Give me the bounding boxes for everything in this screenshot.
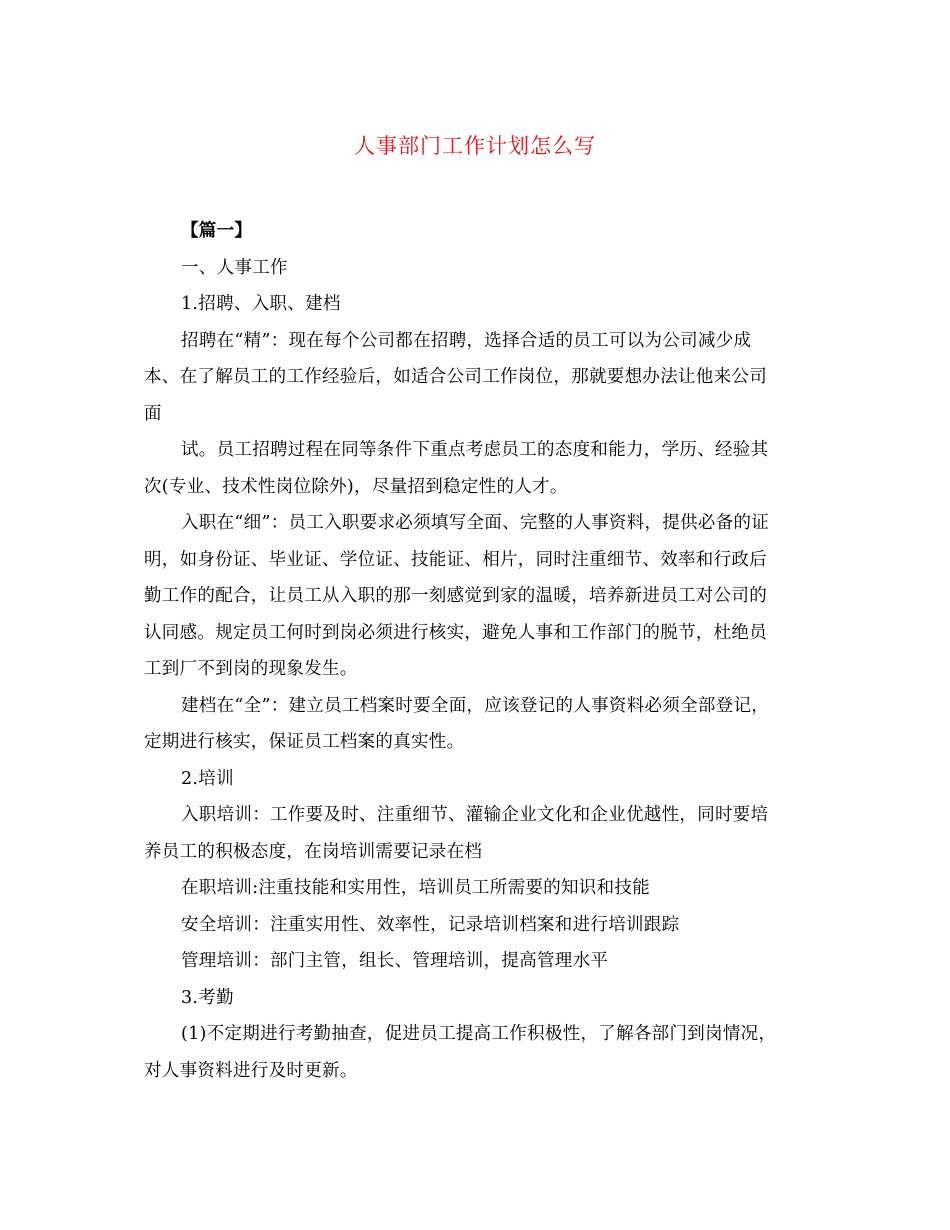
text-line: 管理培训：部门主管，组长、管理培训，提高管理水平 xyxy=(181,951,609,971)
text-line: 入职在“细”：员工入职要求必须填写全面、完整的人事资料，提供必备的证 xyxy=(181,513,770,533)
text-line: 次(专业、技术性岗位除外)，尽量招到稳定性的人才。 xyxy=(144,476,568,497)
text-line: 试。员工招聘过程在同等条件下重点考虑员工的态度和能力，学历、经验其 xyxy=(181,440,769,460)
text-line: 入职培训：工作要及时、注重细节、灌输企业文化和企业优越性，同时要培 xyxy=(181,805,769,825)
text-line: 在职培训:注重技能和实用性，培训员工所需要的知识和技能 xyxy=(181,878,650,898)
text-line: (1)不定期进行考勤抽查，促进员工提高工作积极性，了解各部门到岗情况， xyxy=(181,1024,777,1044)
text-line: 对人事资料进行及时更新。 xyxy=(144,1060,358,1081)
text-line: 勤工作的配合，让员工从入职的那一刻感觉到家的温暖，培养新进员工对公司的 xyxy=(144,586,767,606)
text-line: 养员工的积极态度，在岗培训需要记录在档 xyxy=(144,841,483,862)
text-line: 工到厂不到岗的现象发生。 xyxy=(144,659,358,679)
text-line: 【篇一】 xyxy=(181,221,253,241)
text-line: 认同感。规定员工何时到岗必须进行核实，避免人事和工作部门的脱节，杜绝员 xyxy=(144,622,767,643)
text-line: 招聘在“精”：现在每个公司都在招聘，选择合适的员工可以为公司减少成 xyxy=(181,330,752,351)
text-line: 建档在“全”：建立员工档案时要全面，应该登记的人事资料必须全部登记， xyxy=(181,695,770,716)
text-line: 1.招聘、入职、建档 xyxy=(181,294,341,314)
text-line: 本、在了解员工的工作经验后，如适合公司工作岗位，那就要想办法让他来公司 xyxy=(144,367,767,387)
text-line: 定期进行核实，保证员工档案的真实性。 xyxy=(144,732,465,752)
text-line: 面 xyxy=(144,403,162,424)
text-line: 明，如身份证、毕业证、学位证、技能证、相片，同时注重细节、效率和行政后 xyxy=(144,549,767,570)
text-line: 3.考勤 xyxy=(181,987,234,1008)
document-body xyxy=(144,213,800,1089)
text-line: 安全培训：注重实用性、效率性，记录培训档案和进行培训跟踪 xyxy=(181,914,680,935)
document-title: 人事部门工作计划怎么写 xyxy=(354,134,596,158)
text-line: 一、人事工作 xyxy=(181,257,288,278)
text-line: 2.培训 xyxy=(181,768,234,789)
